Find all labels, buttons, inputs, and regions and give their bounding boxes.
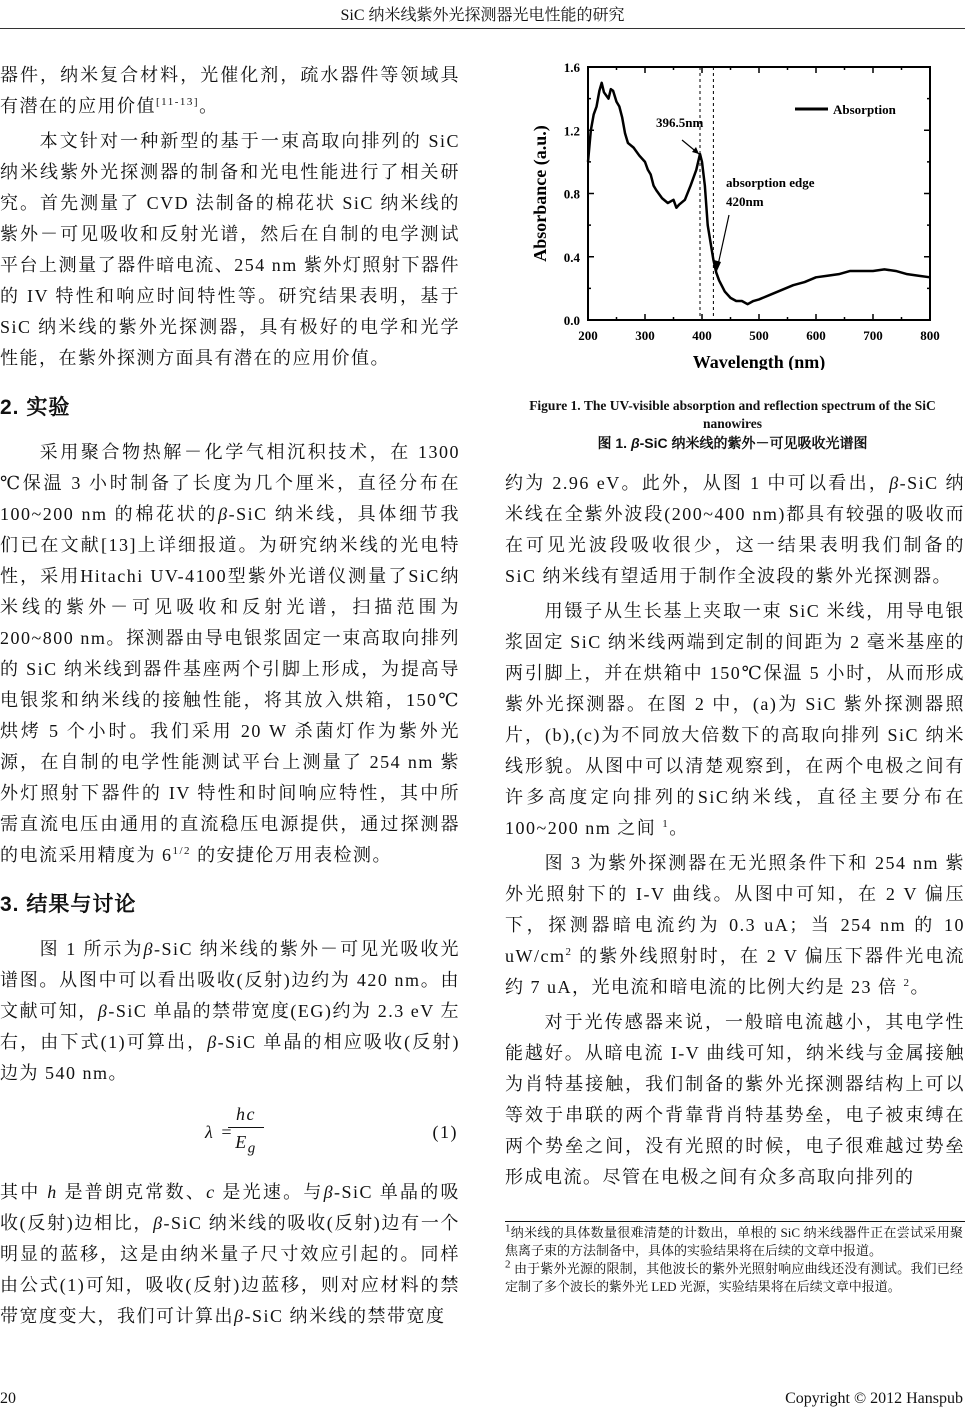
section-heading: 3. 结果与讨论 [0,893,137,916]
paragraph [505,468,965,592]
figure-1 [500,50,965,453]
paragraph [0,437,460,871]
y-axis-label: Absorbance (a.u.) [530,125,550,262]
x-tick-label: 200 [578,328,598,343]
data-point [633,147,635,149]
x-tick-label: 300 [635,328,655,343]
text-run: 器件，纳米复合材料，光催化剂，疏水器件等领域具有潜在的应用价值 [0,65,460,116]
data-point [610,88,612,90]
text-run: 。 [199,96,219,116]
data-point [590,129,592,131]
data-point [619,106,621,108]
data-point [701,161,703,163]
denominator-symbol: E [235,1132,248,1152]
figure-caption-en: Figure 1. The UV-visible absorption and reflection spectrum of the SiC nanowires [529,398,936,431]
annotation-edge: absorption edge [726,175,815,190]
footnote-1 [505,1224,963,1260]
data-point [872,270,874,272]
text-run: 其中 [0,1182,48,1202]
data-point [715,272,717,274]
x-tick-label: 600 [806,328,826,343]
equation-lhs: λ = [205,1122,234,1142]
data-point [661,197,663,199]
y-tick-label: 1.6 [563,60,580,75]
data-point [895,270,897,272]
text-run: 图 3 为紫外探测器在无光照条件下和 254 nm 紫外光照射下的 I-V 曲线。从图中可知，在 2 V 偏压下，探测器暗电流约为 0.3 uA；当 254 nm 的 10 uW/cm [505,853,965,966]
x-tick-label: 500 [749,328,769,343]
text-run: 是普朗克常数、 [57,1182,207,1202]
annotation-peak: 396.5nm [656,115,704,130]
italic-symbol: h [47,1182,58,1202]
equation-denominator [228,1128,264,1163]
data-point [718,280,720,282]
text-run: -SiC 单晶的禁带宽度(EG)约为 2.3 eV 左右，由下式(1)可算出， [0,1001,461,1052]
data-point [605,95,607,97]
superscript-ref: 2 [565,946,573,958]
italic-symbol: β [207,1032,218,1052]
data-point [621,117,623,119]
arrow-head [692,147,699,154]
text-run: 的安捷伦万用表检测。 [191,845,393,865]
data-point [707,224,709,226]
data-point [678,204,680,206]
paragraph [505,848,965,1003]
footnote-text: 由于紫外光源的限制，其他波长的紫外光照射响应曲线还没有测试。我们已经定制了多个波长的紫外光 LED 光源，实验结果将在后续文章中报道。 [505,1261,963,1294]
data-point [650,174,652,176]
y-tick-label: 1.2 [563,123,580,139]
copyright: Copyright © 2012 Hanspub [785,1390,963,1407]
text-run: -SiC 纳米线，具体细节我们已在文献[13]上详细报道。为研究纳米线的光电特性，采用Hitachi UV-4100型紫外光谱仪测量了SiC纳米线的紫外－可见吸收和反射光谱，扫描范围为 200~800 nm。探测器由导电银浆固定一束高取向排列的 SiC 纳米线到器件基座两个引脚上形成，为提高导电银浆和纳米线的接触性能，将其放入烘箱，150℃烘烤 5 个小时。我们采用 20 W 杀菌灯作为紫外光源，在自制的电学性能测试平台上测量了 254 nm 紫外灯照射下器件的 IV 特性和时间响应特性，其中所需直流电压由通用的直流稳压电源提供，通过探测器的电流采用精度为 6 [0,504,460,865]
italic-symbol: β [323,1182,335,1202]
denominator-subscript: g [247,1140,257,1157]
data-point [644,161,646,163]
footnote-text: 纳米线的具体数量很难清楚的计数出，单根的 SiC 纳米线器件正在尝试采用聚焦离子束的方法制备中，具体的实验结果将在后续的文章中报道。 [505,1225,963,1258]
section-heading: 2. 实验 [0,396,71,419]
italic-symbol: c [206,1182,216,1202]
italic-symbol: β [234,1306,245,1326]
caption-cn-prefix: 图 1. [597,435,631,451]
data-point [753,300,755,302]
right-column [505,468,965,1197]
text-run: -SiC 纳米线在全紫外波段(200~400 nm)都具有较强的吸收而在可见光波段吸收很少，这一结果表明我们制备的 SiC 纳米线有望适用于制作全波段的紫外光探测器。 [505,473,965,586]
y-tick-label: 0.8 [563,186,580,202]
paragraph [0,1177,460,1332]
superscript-ref: 1/2 [172,845,192,857]
text-run: -SiC 纳米线的紫外－可见光吸收光谱图。从图中可以看出吸收(反射)边约为 420 nm。由文献可知， [0,939,460,1021]
data-point [724,291,726,293]
footnotes [505,1224,963,1296]
data-point [838,273,840,275]
data-point [849,270,851,272]
superscript-ref: [11-13] [156,96,200,108]
caption-cn-beta: β [630,435,640,451]
data-point [815,277,817,279]
data-point [639,155,641,157]
data-point [647,169,649,171]
data-point [704,185,706,187]
running-header: SiC 纳米线紫外光探测器光电性能的研究 [340,7,625,24]
data-point [624,133,626,135]
data-point [804,281,806,283]
text-run: -SiC 单晶的吸收(反射)边相比， [0,1182,461,1233]
text-run: 对于光传感器来说，一般暗电流越小，其电学性能越好。从暗电流 I-V 曲线可知，纳米线与金属接触为肖特基接触，我们制备的紫外光探测器结构上可以等效于串联的两个背靠背肖特基势垒，电子被束缚在两个势垒之间，没有光照的时候，电子很难越过势垒形成电流。尽管在电极之间有众多高取向排列的 [505,1012,965,1187]
equation-fraction [228,1101,264,1163]
x-axis-label: Wavelength (nm) [692,352,826,370]
data-point [684,199,686,201]
data-point [884,269,886,271]
superscript-ref: 2 [903,977,911,989]
equation-number: (1) [432,1122,458,1142]
paragraph [505,596,965,844]
data-point [596,106,598,108]
text-run: 。 [910,977,930,997]
x-tick-label: 400 [692,328,712,343]
footnote-mark: 2 [505,1258,511,1271]
text-run: 本文针对一种新型的基于一束高取向排列的 SiC 纳米线紫外光探测器的制备和光电性能进行了相关研究。首先测量了 CVD 法制备的棉花状 SiC 纳米线的紫外－可见吸收和反射光谱，然后在自制的电学测试平台上测量了器件暗电流、254 nm 紫外灯照射下器件的 IV 特性和响应时间特性等。研究结果表明，基于 SiC 纳米线的紫外光探测器，具有极好的电学和光学性能，在紫外探测方面具有潜在的应用价值。 [0,131,460,368]
data-point [781,289,783,291]
text-run: 是光速。与 [215,1182,324,1202]
data-point [747,303,749,305]
text-run: 的紫外线照射时，在 2 V 偏压下器件光电流约 7 uA，光电流和暗电流的比例大约是 23 倍 [505,946,965,997]
italic-symbol: β [143,939,155,959]
paragraph [505,1007,965,1193]
data-point [713,259,715,261]
data-point [699,153,701,155]
data-point [608,98,610,100]
data-point [673,199,675,201]
header-rule [0,28,965,29]
y-tick-label: 0.4 [563,249,580,265]
paragraph [0,934,460,1089]
data-point [627,142,629,144]
italic-symbol: β [889,473,900,493]
italic-symbol: β [97,1001,109,1021]
equation-1 [0,1097,460,1167]
paragraph [0,60,460,122]
footnote-2 [505,1260,963,1296]
text-run: -SiC 纳米线的吸收(反射)边有一个明显的蓝移，这是由纳米量子尺寸效应引起的。同样由公式(1)可知，吸收(反射)边蓝移，则对应材料的禁带宽度变大，我们可计算出 [0,1213,460,1326]
data-point [690,185,692,187]
paragraph [0,126,460,374]
data-point [593,114,595,116]
legend-label: Absorption [833,102,896,117]
left-column [0,60,460,1336]
caption-cn-rest: -SiC 纳米线的紫外－可见吸收光谱图 [639,435,868,451]
data-point [616,101,618,103]
data-point [587,161,589,163]
data-point [827,275,829,277]
data-point [612,90,614,92]
footnote-mark: 1 [505,1222,511,1235]
data-point [792,284,794,286]
x-tick-label: 800 [920,328,940,343]
data-point [667,202,669,204]
text-run: -SiC 纳米线的禁带宽度 [244,1306,446,1326]
footnote-rule [505,1221,965,1222]
data-point [861,270,863,272]
annotation-arrow [718,215,729,265]
italic-symbol: β [153,1213,164,1233]
page-number: 20 [0,1390,16,1407]
data-point [918,275,920,277]
data-point [758,299,760,301]
data-point [601,82,603,84]
data-point [735,300,737,302]
text-run: 。 [669,818,689,838]
italic-symbol: β [218,504,229,524]
figure-caption-cn [500,433,965,453]
data-point [929,277,931,279]
y-tick-label: 0.0 [563,313,580,328]
data-point [670,201,672,203]
text-run: 用镊子从生长基上夹取一束 SiC 米线，用导电银浆固定 SiC 纳米线两端到定制的间距为 2 毫米基座的两引脚上，并在烘箱中 150℃保温 5 小时，从而形成紫外光探测器。在图 2 中，(a)为 SiC 紫外探测器照片，(b),(c)为不同放大倍数下的高取向排列 SiC 纳米线形貌。从图中可以清楚观察到，在两个电极之间有许多高度定向排列的SiC纳米线，直径主要分布在100~200 nm 之间 [505,601,965,838]
data-point [653,185,655,187]
data-point [656,190,658,192]
equation-numerator: hc [228,1101,264,1128]
data-point [696,169,698,171]
annotation-edge-value: 420nm [726,194,764,209]
absorption-chart [500,50,965,370]
data-point [741,300,743,302]
text-run: 图 1 所示为 [39,939,144,959]
text-run: -SiC 单晶的相应吸收(反射)边为 540 nm。 [0,1032,460,1083]
text-run: 采用聚合物热解－化学气相沉积技术，在 1300 ℃保温 3 小时制备了长度为几个厘米，直径分布在 100~200 nm 的棉花状的 [0,442,460,524]
text-run: 约为 2.96 eV。此外，从图 1 中可以看出， [505,473,890,493]
superscript-ref: 1 [662,818,670,830]
data-point [906,273,908,275]
data-point [676,207,678,209]
data-point [770,294,772,296]
data-point [599,90,601,92]
data-point [730,297,732,299]
x-tick-label: 700 [863,328,883,343]
data-point [603,92,605,94]
